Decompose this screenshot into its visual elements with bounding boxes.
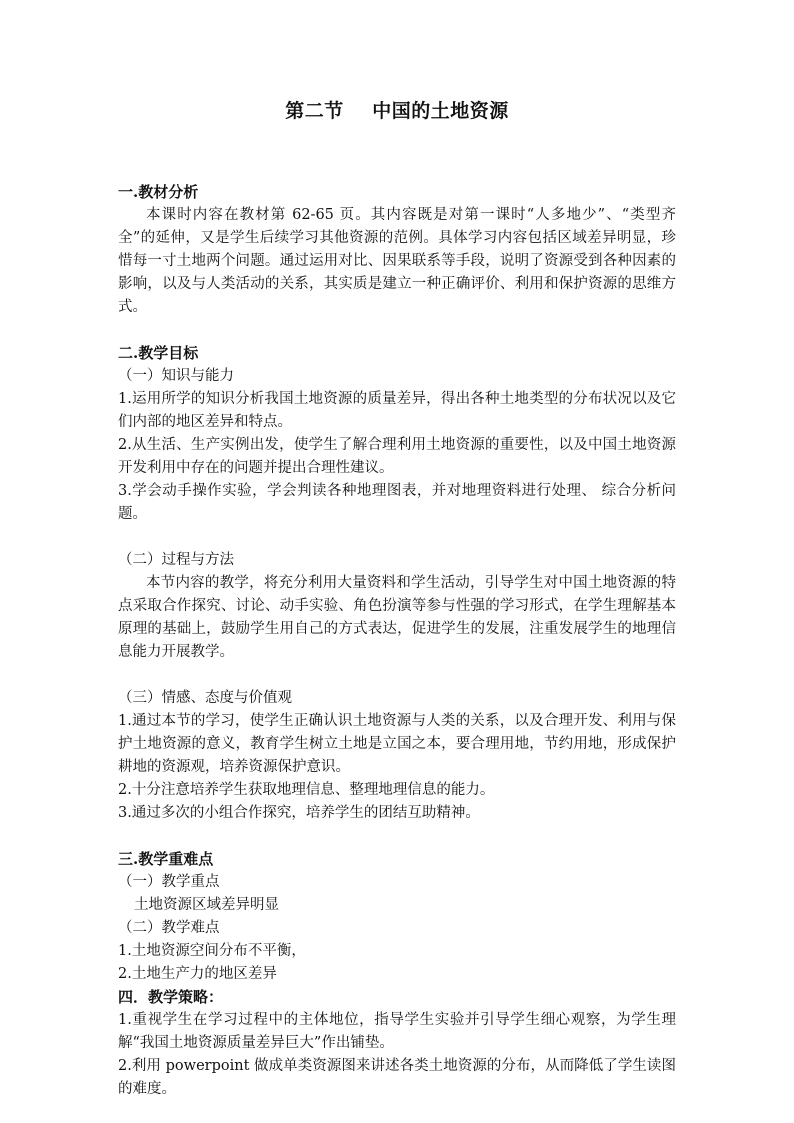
list-item: 2.土地生产力的地区差异 (118, 966, 277, 982)
list-item: 1.重视学生在学习过程中的主体地位，指导学生实验并引导学生细心观察，为学生理解“我国土地资源质量差异巨大”作出铺垫。 (118, 1012, 676, 1051)
list-item: 1.土地资源空间分布不平衡， (118, 943, 306, 959)
subsection-title: （二）过程与方法 (118, 552, 234, 568)
subsection-title: （一）教学重点 (118, 874, 220, 890)
paragraph: 土地资源区域差异明显 (134, 897, 279, 913)
list-item: 2.十分注意培养学生获取地理信息、整理地理信息的能力。 (118, 782, 495, 798)
section-teaching-strategy (118, 986, 676, 1101)
paragraph: 本节内容的教学，将充分利用大量资料和学生活动，引导学生对中国土地资源的特点采取合作探究、讨论、动手实验、角色扮演等参与性强的学习形式，在学生理解基本原理的基础上，鼓励学生用自己的方式表达，促进学生的发展，注重发展学生的地理信息能力开展教学。 (118, 575, 676, 660)
section-key-difficult-points (118, 848, 676, 986)
section-heading: 三.教学重难点 (118, 850, 214, 868)
list-item: 1.运用所学的知识分析我国土地资源的质量差异，得出各种土地类型的分布状况以及它们内部的地区差异和特点。 (118, 391, 676, 430)
paragraph: 本课时内容在教材第 62-65 页。其内容既是对第一课时“人多地少”、“类型齐全”的延伸，又是学生后续学习其他资源的范例。具体学习内容包括区域差异明显，珍惜每一寸土地两个问题。通过运用对比、因果联系等手段，说明了资源受到各种因素的影响，以及与人类活动的关系，其实质是建立一种正确评价、利用和保护资源的思维方式。 (118, 207, 676, 315)
document-page (118, 100, 676, 1101)
list-item: 3.学会动手操作实验，学会判读各种地理图表，并对地理资料进行处理、 综合分析问题。 (118, 483, 676, 522)
section-textbook-analysis (118, 181, 676, 319)
section-heading: 一.教材分析 (118, 183, 199, 201)
page-title: 第二节 中国的土地资源 (285, 100, 509, 122)
subsection-title: （二）教学难点 (118, 920, 220, 936)
list-item: 3.通过多次的小组合作探究，培养学生的团结互助精神。 (118, 805, 480, 821)
subsection-title: （一）知识与能力 (118, 368, 234, 384)
section-teaching-goals (118, 342, 676, 825)
section-heading: 四．教学策略： (118, 988, 224, 1006)
list-item: 1.通过本节的学习，使学生正确认识土地资源与人类的关系，以及合理开发、利用与保护土地资源的意义，教育学生树立土地是立国之本，要合理用地，节约用地，形成保护耕地的资源观，培养资源保护意识。 (118, 713, 676, 775)
subsection-title: （三）情感、态度与价值观 (118, 690, 292, 706)
list-item: 2.从生活、生产实例出发，使学生了解合理利用土地资源的重要性，以及中国土地资源开发利用中存在的问题并提出合理性建议。 (118, 437, 676, 476)
section-heading: 二.教学目标 (118, 344, 199, 362)
list-item: 2.利用 powerpoint 做成单类资源图来讲述各类土地资源的分布，从而降低了学生读图的难度。 (118, 1058, 676, 1097)
